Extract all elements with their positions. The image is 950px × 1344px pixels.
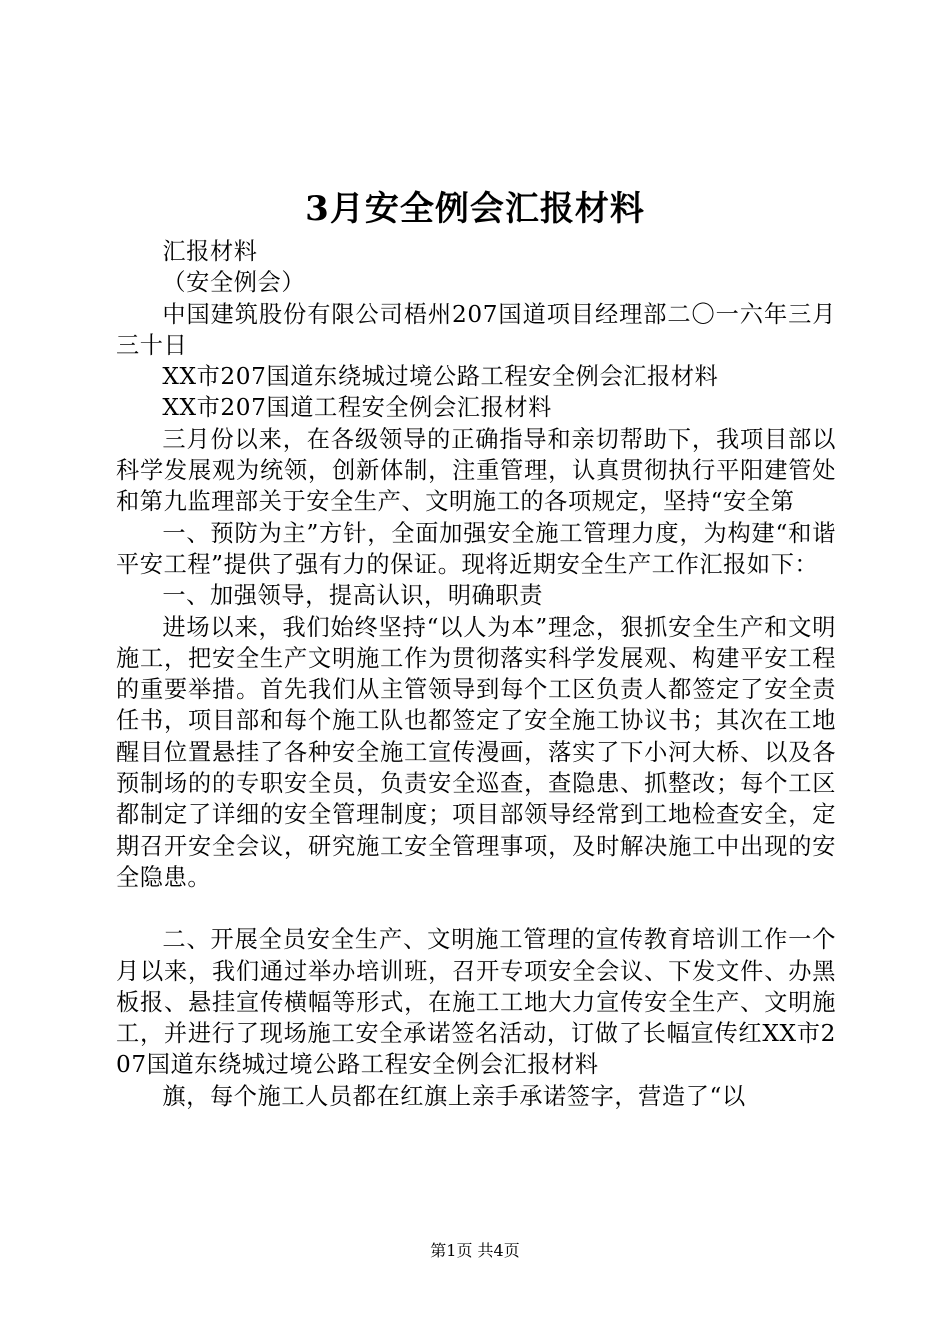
paragraph-intro: 三月份以来，在各级领导的正确指导和亲切帮助下，我项目部以科学发展观为统领，创新体制，注重管理，认真贯彻执行平阳建管处和第九监理部关于安全生产、文明施工的各项规定，坚持“安全第 — [116, 425, 836, 516]
paragraph-principle: 一、预防为主”方针，全面加强安全施工管理力度，为构建“和谐平安工程”提供了强有力的保证。现将近期安全生产工作汇报如下： — [116, 519, 836, 578]
paragraph-project-title-2: XX市207国道工程安全例会汇报材料 — [162, 394, 552, 422]
paragraph-project-title-1: XX市207国道东绕城过境公路工程安全例会汇报材料 — [162, 363, 719, 391]
paragraph-report-label: 汇报材料 — [162, 238, 258, 265]
paragraph-meeting-label: （安全例会） — [162, 269, 306, 297]
section-heading-1: 一、加强领导，提高认识，明确职责 — [162, 582, 543, 610]
paragraph-section-1: 进场以来，我们始终坚持“以人为本”理念，狠抓安全生产和文明施工，把安全生产文明施工作为贯彻落实科学发展观、构建平安工程的重要举措。首先我们从主管领导到每个工区负责人都签定了安全责任书，项目部和每个施工队也都签定了安全施工协议书；其次在工地醒目位置悬挂了各种安全施工宣传漫画，落实了下小河大桥、以及各预制场的的专职安全员，负责安全巡查，查隐患、抓整改；每个工区都制定了详细的安全管理制度；项目部领导经常到工地检查安全，定期召开安全会议，研究施工安全管理事项，及时解决施工中出现的安全隐患。 — [116, 613, 836, 891]
paragraph-section-2-continued: 旗，每个施工人员都在红旗上亲手承诺签字，营造了“以 — [162, 1082, 746, 1110]
paragraph-organization-date: 中国建筑股份有限公司梧州207国道项目经理部二〇一六年三月三十日 — [116, 300, 836, 359]
paragraph-gap — [116, 893, 836, 924]
document-body — [116, 236, 836, 1112]
document-title: 3月安全例会汇报材料 — [305, 189, 645, 229]
page-footer: 第1页 共4页 — [430, 1241, 520, 1260]
paragraph-section-2: 二、开展全员安全生产、文明施工管理的宣传教育培训工作一个月以来，我们通过举办培训班，召开专项安全会议、下发文件、办黑板报、悬挂宣传横幅等形式，在施工工地大力宣传安全生产、文明施工，并进行了现场施工安全承诺签名活动，订做了长幅宣传红XX市207国道东绕城过境公路工程安全例会汇报材料 — [116, 926, 836, 1079]
